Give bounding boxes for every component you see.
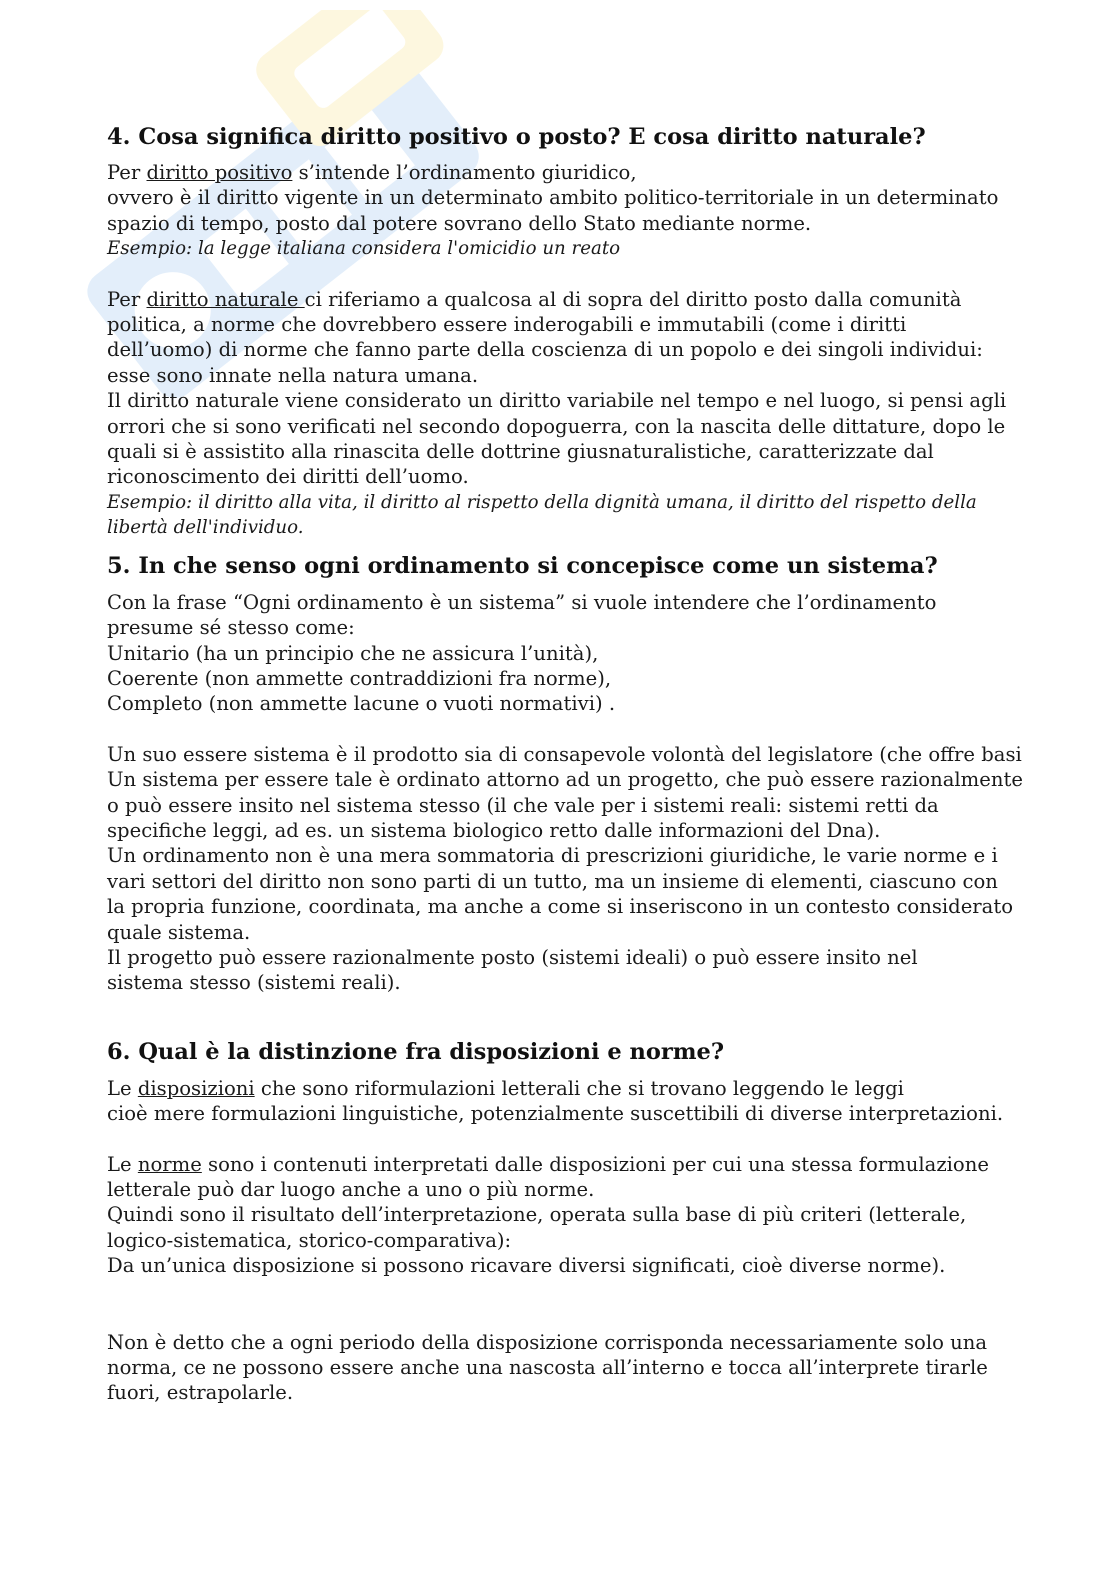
term-diritto-positivo: diritto positivo [146,161,293,184]
text-line: ovvero è il diritto vigente in un determinato ambito politico-territoriale in un determinato [107,186,999,210]
text-line: sistema stesso (sistemi reali). [107,971,401,995]
text-line: orrori che si sono verificati nel secondo dopoguerra, con la nascita delle dittature, dopo le [107,414,1006,438]
example-line: libertà dell'individuo. [107,517,304,539]
spacer [107,717,1012,742]
text-line: o può essere insito nel sistema stesso (il che vale per i sistemi reali: sistemi retti da [107,793,939,817]
text-line: Un suo essere sistema è il prodotto sia di consapevole volontà del legislatore (che offre basi [107,742,1022,766]
text-run: ci riferiamo a qualcosa al di sopra del diritto posto dalla comunità [304,287,962,311]
text-line: Con la frase “Ogni ordinamento è un sistema” si vuole intendere che l’ordinamento [107,590,937,614]
term-norme: norme [137,1152,202,1176]
text-line: fuori, estrapolarle. [107,1381,294,1405]
text-run: s’intende l’ordinamento giuridico, [292,161,637,184]
text-line: Coerente (non ammette contraddizioni fra norme), [107,666,612,690]
text-line: quali si è assistito alla rinascita delle dottrine giusnaturalistiche, caratterizzate dal [107,440,934,464]
text-line [107,1076,1012,1101]
text-line: norma, ce ne possono essere anche una nascosta all’interno e tocca all’interprete tirarle [107,1356,988,1380]
spacer [107,1279,1012,1330]
text-line: presume sé stesso come: [107,616,355,640]
text-line: logico-sistematica, storico-comparativa): [107,1228,512,1252]
text-run: Per [107,287,147,311]
section-6-paragraph-norme [107,1152,1012,1279]
text-line [107,160,1012,185]
text-line: Non è detto che a ogni periodo della disposizione corrisponda necessariamente solo una [107,1330,988,1354]
example-line: Esempio: la legge italiana considera l'omicidio un reato [107,238,621,260]
document-body [107,122,1023,1406]
text-line: quale sistema. [107,920,251,944]
text-line: Completo (non ammette lacune o vuoti normativi) . [107,692,616,716]
text-line: politica, a norme che dovrebbero essere inderogabili e immutabili (come i diritti [107,313,907,337]
text-line: Quindi sono il risultato dell’interpretazione, operata sulla base di più criteri (letterale, [107,1203,967,1227]
text-line: specifiche leggi, ad es. un sistema biologico retto dalle informazioni del Dna). [107,818,881,842]
text-run: sono i contenuti interpretati dalle disposizioni per cui una stessa formulazione [201,1152,989,1176]
term-diritto-naturale: diritto naturale [146,287,305,311]
spacer [107,262,1012,287]
section-5-paragraph-system [107,590,1012,717]
text-line: Da un’unica disposizione si possono ricavare diversi significati, cioè diverse norme). [107,1254,946,1278]
section-5-paragraph-project [107,742,1023,996]
spacer [107,1127,1012,1152]
text-line: esse sono innate nella natura umana. [107,363,479,387]
section-4-paragraph-natural-law [107,287,1012,541]
text-line: cioè mere formulazioni linguistiche, potenzialmente suscettibili di diverse interpretazioni. [107,1102,1004,1126]
text-line [107,1152,1012,1177]
text-run: Per [107,161,147,184]
example-line: Esempio: il diritto alla vita, il diritto al rispetto della dignità umana, il diritto del rispetto della [107,491,977,513]
text-line: letterale può dar luogo anche a uno o più norme. [107,1178,595,1201]
term-disposizioni: disposizioni [137,1076,255,1100]
text-line: Il diritto naturale viene considerato un diritto variabile nel tempo e nel luogo, si pensi agli [107,389,1007,413]
text-line: Unitario (ha un principio che ne assicura l’unità), [107,641,599,665]
text-line: dell’uomo) di norme che fanno parte della coscienza di un popolo e dei singoli individui: [107,338,983,362]
section-6-paragraph-conclusion [107,1330,1012,1406]
text-run: Le [107,1152,138,1176]
section-5-heading: 5. In che senso ogni ordinamento si concepisce come un sistema? [107,552,938,579]
section-4-paragraph-positive-law [107,160,1012,262]
text-run: Le [107,1076,138,1100]
text-run: che sono riformulazioni letterali che si trovano leggendo le leggi [254,1076,904,1100]
section-4-heading: 4. Cosa significa diritto positivo o posto? E cosa diritto naturale? [107,124,926,150]
text-line: spazio di tempo, posto dal potere sovrano dello Stato mediante norme. [107,211,812,235]
section-6-heading: 6. Qual è la distinzione fra disposizioni e norme? [107,1038,725,1065]
section-6-paragraph-disposizioni [107,1076,1012,1127]
text-line: Il progetto può essere razionalmente posto (sistemi ideali) o può essere insito nel [107,945,918,969]
text-line: riconoscimento dei diritti dell’uomo. [107,465,469,489]
text-line [107,287,1012,312]
text-line: la propria funzione, coordinata, ma anche a come si inseriscono in un contesto considerato [107,895,1014,919]
text-line: vari settori del diritto non sono parti di un tutto, ma un insieme di elementi, ciascuno con [107,869,998,893]
text-line: Un sistema per essere tale è ordinato attorno ad un progetto, che può essere razionalmente [107,768,1023,792]
text-line: Un ordinamento non è una mera sommatoria di prescrizioni giuridiche, le varie norme e i [107,844,998,868]
